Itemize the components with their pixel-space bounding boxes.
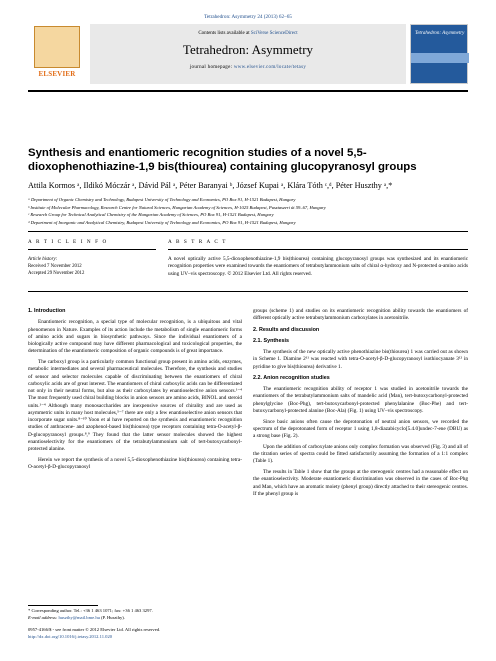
recognition-paragraph-3: Upon the addition of carboxylate anions only complex formation was observed (Fig. 3) and all of the titration series of spectra could be fitted satisfactorily assuming the formation of a 1:1 complex (Table 1). bbox=[253, 443, 468, 465]
email-link[interactable]: huszthy@mail.bme.hu bbox=[58, 614, 100, 620]
history-label: Article history: bbox=[28, 257, 58, 262]
contents-prefix: Contents lists available at bbox=[198, 31, 251, 36]
journal-title: Tetrahedron: Asymmetry bbox=[182, 42, 314, 57]
recognition-paragraph-1: The enantiomeric recognition ability of receptor 1 was studied in acetonitrile towards the enantiomers of the tetrabutylammonium salts of mandelic acid (Man), tert-butoxycarbonyl-protected phenylglycine (Boc-Phg), tert-butoxycarbonyl-protected phenylalanine (Boc-Phe) and tert-butoxycarbonyl-protected alanine (Boc-Ala) (Fig. 1) using UV–vis spectroscopy. bbox=[253, 386, 468, 414]
accepted-date: Accepted 29 November 2012 bbox=[28, 271, 85, 276]
homepage-line bbox=[90, 65, 406, 70]
introduction-heading: 1. Introduction bbox=[28, 308, 66, 314]
footnote-rule bbox=[28, 605, 98, 606]
synthesis-heading: 2.1. Synthesis bbox=[253, 337, 289, 344]
abstract-rule bbox=[168, 249, 468, 250]
abstract-copyright: © 2012 Elsevier Ltd. All rights reserved. bbox=[227, 270, 312, 277]
right-column bbox=[253, 308, 468, 502]
publication-info bbox=[28, 627, 248, 640]
anion-recognition-heading: 2.2. Anion recognition studies bbox=[253, 374, 330, 381]
elsevier-logo bbox=[28, 24, 86, 84]
results-heading: 2. Results and discussion bbox=[253, 326, 320, 333]
journal-cover-image bbox=[410, 24, 468, 84]
article-info-heading: A R T I C L E I N F O bbox=[28, 239, 108, 245]
affiliation-a: ᵃ Department of Organic Chemistry and Technology, Budapest University of Technology and Economics, PO Box 91, H-1521 Budapest, Hungary bbox=[28, 197, 296, 202]
article-info-rule bbox=[28, 249, 156, 250]
footnotes bbox=[28, 608, 248, 621]
contents-line bbox=[90, 31, 406, 36]
author-list: Attila Kormos ᵃ, Ildikó Móczár ᵃ, Dávid Pál ᵃ, Péter Baranyai ᵇ, József Kupai ᵃ, Klára Tóth ᶜ,ᵈ, Péter Huszthy ᵃ,* bbox=[28, 181, 393, 190]
homepage-link[interactable]: www.elsevier.com/locate/tetasy bbox=[233, 65, 307, 70]
cover-journal-name: Tetrahedron: Asymmetry bbox=[415, 31, 465, 36]
corresponding-author-note: * Corresponding author. Tel.: +36 1 463 1071; fax: +36 1 463 3297. bbox=[28, 608, 153, 613]
synthesis-paragraph: The synthesis of the new optically active phenothiazine bis(thiourea) 1 was carried out as shown in Scheme 1. Diamine 2¹¹ was reacted with tetra-O-acetyl-β-D-glucopyranosyl isothiocyanate 3¹² in pyridine to give bis(thiourea) derivative 1. bbox=[253, 349, 468, 370]
abstract-bottom-rule bbox=[28, 291, 468, 292]
masthead bbox=[28, 24, 468, 84]
email-suffix: (P. Huszthy). bbox=[99, 614, 125, 620]
continued-paragraph: groups (scheme 1) and studies on its enantiomeric recognition ability towards the enantiomers of different optically active tetrabutylammonium carboxylates in acetonitrile. bbox=[253, 308, 468, 322]
affiliation-divider bbox=[28, 231, 468, 232]
masthead-divider bbox=[28, 90, 468, 92]
affiliation-b: ᵇ Institute of Molecular Pharmacology, Research Centre for Natural Sciences, Hungarian Academy of Sciences, H-1025 Budapest, Pusztaszeri út 59–67, Hungary bbox=[28, 204, 326, 210]
sciencedirect-link[interactable]: SciVerse ScienceDirect bbox=[250, 31, 298, 36]
abstract-body bbox=[168, 256, 468, 278]
affiliation-c: ᶜ Research Group for Technical Analytical Chemistry of the Hungarian Academy of Sciences, PO Box 91, H-1521 Budapest, Hungary bbox=[28, 212, 274, 217]
intro-paragraph-3: Herein we report the synthesis of a novel 5,5-dioxophenothiazine bis(thiourea) containing tetra-O-acetyl-β-D-glucopyranosyl bbox=[28, 456, 242, 470]
email-label: E-mail address: bbox=[28, 614, 59, 620]
cover-stripe bbox=[411, 53, 469, 63]
intro-paragraph-1: Enantiomeric recognition, a special type of molecular recognition, is a ubiquitous and vital phenomenon in Nature. Examples of its action include the metabolism of single enantiomeric forms of amino acids and sugars in biosynthetic pathways. Since the individual enantiomers of a biologically active compound may have different pharmacological and toxicological properties, the determination of the enantiomeric composition of organic compounds is of great importance. bbox=[28, 319, 242, 355]
received-date: Received 7 November 2012 bbox=[28, 264, 82, 269]
article-history bbox=[28, 256, 138, 277]
doi-link[interactable]: http://dx.doi.org/10.1016/j.tetasy.2012.11.020 bbox=[28, 633, 113, 639]
elsevier-tree-icon bbox=[34, 26, 80, 68]
masthead-banner bbox=[90, 24, 406, 84]
homepage-prefix: journal homepage: bbox=[189, 65, 234, 70]
abstract-heading: A B S T R A C T bbox=[168, 239, 228, 245]
recognition-paragraph-2: Since basic anions often cause the deprotonation of neutral anion sensors, we recorded the spectrum of the deprotonated form of receptor 1 using 1,8-diazabicyclo[5.4.0]undec-7-ene (DBU) as a strong base (Fig. 2). bbox=[253, 418, 468, 439]
affiliations bbox=[28, 196, 468, 226]
publisher-name: ELSEVIER bbox=[38, 70, 76, 78]
left-column bbox=[28, 308, 242, 475]
abstract-text: A novel optically active 5,5-dioxophenothiazine-1,9 bis(thiourea) containing glucopyranosyl groups was synthesized and its enantiomeric recognition properties were examined towards the enantiomers of tetrabutylammonium salts of chiral α-hydroxy and N-protected α-amino acids using UV–vis spectroscopy. bbox=[168, 256, 468, 277]
email-line bbox=[28, 615, 248, 622]
intro-paragraph-2: The carboxyl group is a particularly common functional group present in amino acids, enzymes, metabolic intermediates and several pharmaceutical molecules. Therefore, the synthesis and studies of sensor and selector molecules capable of discriminating between the enantiomers of chiral carboxylic acids are of great interest. The enantiomers of chiral carboxylic acids can be differentiated not only in their neutral forms, but also as their carboxylates by enantioselective anion sensors.¹⁻⁴ The most frequently used chiral building blocks in anion sensors are amino acids, BINOL and steroid units.¹⁻⁴ Although many monosaccharides are inexpensive sources of chirality and are used as asymmetric units in many host molecules,⁵⁻⁷ there are only a few enantioselective anion sensors that incorporate sugar units.⁸⁻¹⁰ Yoon et al have reported on the synthesis and enantiomeric recognition studies of anthracene- and azophenol-based bis(thiourea) type receptors containing tetra-O-acetyl-β-D-glucopyranosyl groups.⁸,⁹ They found that the latter sensor molecules showed the highest enantioselectivity for the enantiomers of the tetrabutylammonium salt of tert-butoxycarbonyl-protected alanine. bbox=[28, 359, 242, 452]
affiliation-d: ᵈ Department of Inorganic and Analytical Chemistry, Budapest University of Technology and Economics, PO Box 91, H-1521 Budapest, Hungary bbox=[28, 219, 296, 225]
article-title: Synthesis and enantiomeric recognition studies of a novel 5,5-dioxophenothiazine-1,9 bis(thiourea) containing glucopyranosyl groups bbox=[28, 147, 417, 173]
recognition-paragraph-4: The results in Table 1 show that the groups at the stereogenic centres had a reasonable effect on the enantioselectivity. Moderate enantiomeric discrimination was observed in the cases of Boc-Phg and Man, which have an aromatic moiety (phenyl group) directly attached to their stereogenic centres. If the phenyl group is bbox=[253, 469, 468, 497]
issn-line: 0957-4166/$ - see front matter © 2012 Elsevier Ltd. All rights reserved. bbox=[28, 627, 161, 632]
journal-citation[interactable]: Tetrahedron: Asymmetry 24 (2013) 62–65 bbox=[204, 14, 292, 20]
